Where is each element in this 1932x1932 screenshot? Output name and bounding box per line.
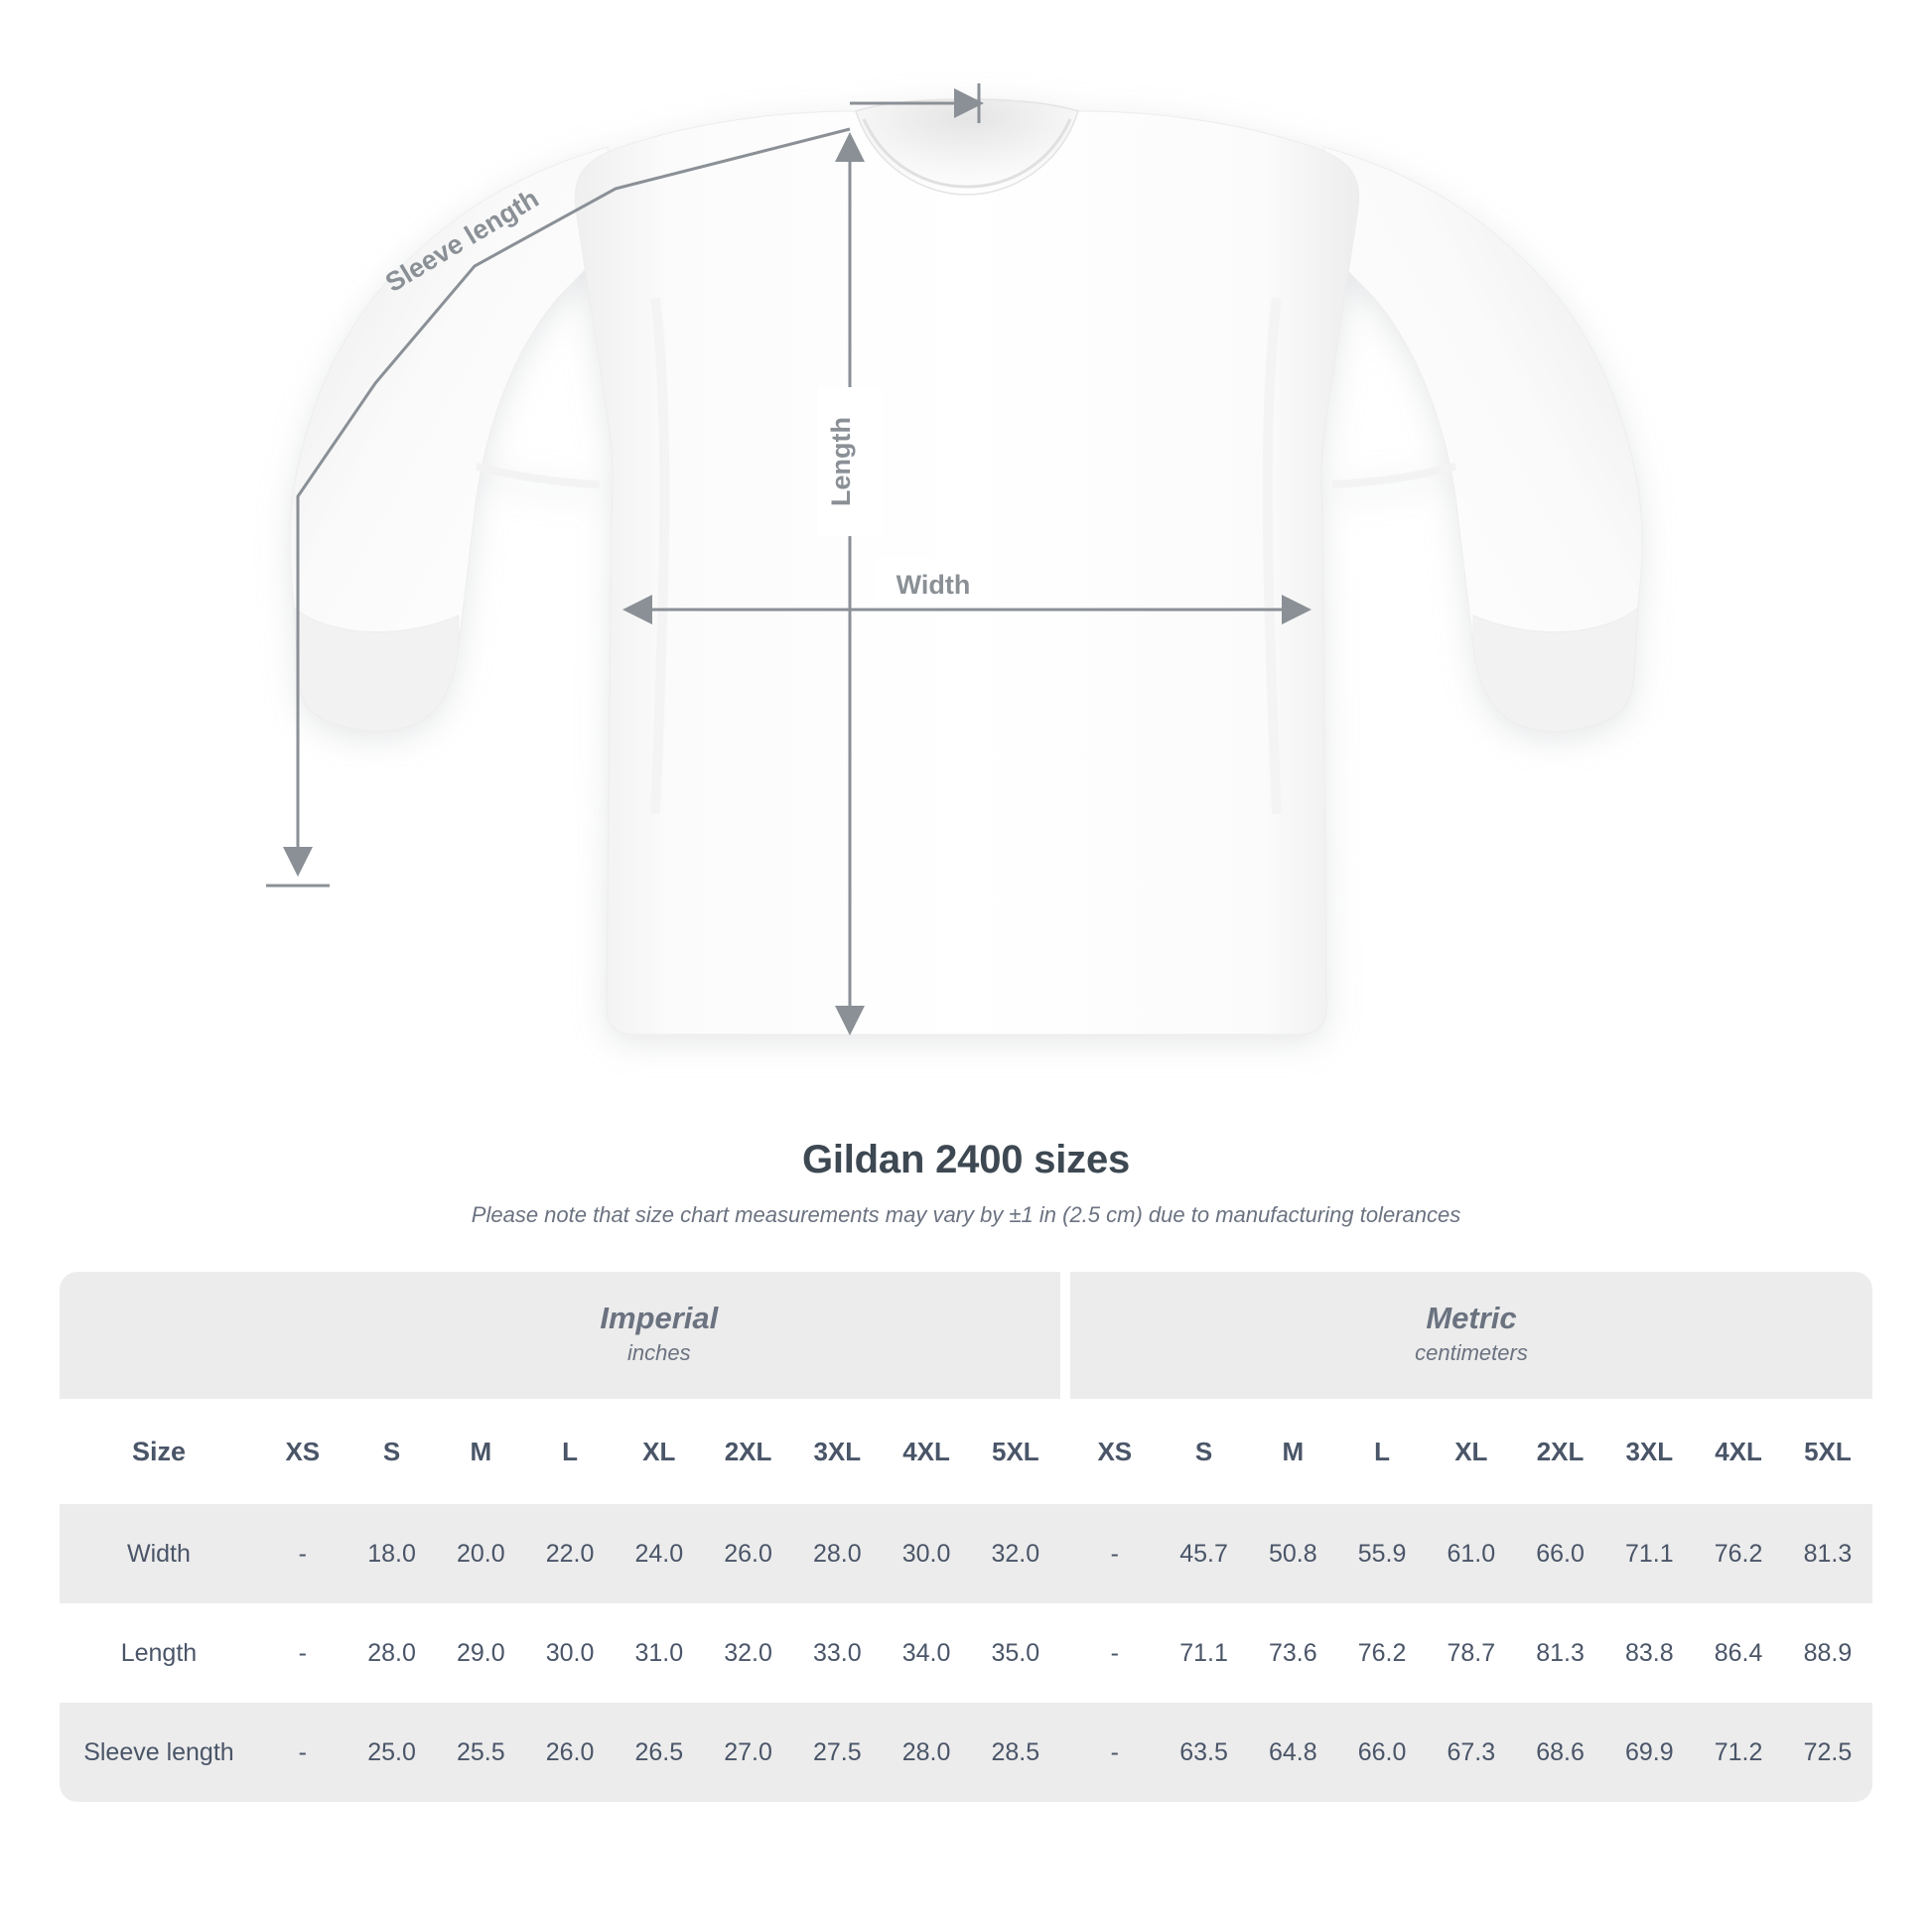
cell-length-imperial-l: 30.0 xyxy=(525,1603,615,1703)
col-header-imperial-xs: XS xyxy=(258,1399,347,1504)
cell-sleeve-imperial-xl: 26.5 xyxy=(615,1703,704,1802)
cell-width-metric-5xl: 81.3 xyxy=(1783,1504,1872,1603)
cell-sleeve-imperial-s: 25.0 xyxy=(347,1703,437,1802)
cell-sleeve-imperial-xs: - xyxy=(258,1703,347,1802)
cell-width-imperial-xl: 24.0 xyxy=(615,1504,704,1603)
cell-sleeve-metric-m: 64.8 xyxy=(1248,1703,1337,1802)
cell-length-imperial-m: 29.0 xyxy=(436,1603,525,1703)
cell-length-imperial-xl: 31.0 xyxy=(615,1603,704,1703)
cell-length-metric-xl: 78.7 xyxy=(1427,1603,1516,1703)
title-block xyxy=(0,1138,1932,1228)
row-label-width: Width xyxy=(60,1504,258,1603)
cell-sleeve-imperial-l: 26.0 xyxy=(525,1703,615,1802)
imperial-unit-header xyxy=(258,1272,1060,1399)
cell-sleeve-metric-l: 66.0 xyxy=(1337,1703,1427,1802)
cell-length-imperial-s: 28.0 xyxy=(347,1603,437,1703)
table-row-width xyxy=(60,1504,1872,1603)
cell-width-imperial-l: 22.0 xyxy=(525,1504,615,1603)
header-divider xyxy=(1060,1399,1070,1504)
cell-length-imperial-5xl: 35.0 xyxy=(971,1603,1060,1703)
row-label-sleeve-length: Sleeve length xyxy=(60,1703,258,1802)
cell-width-metric-xs: - xyxy=(1070,1504,1160,1603)
size-table-wrapper xyxy=(60,1272,1872,1802)
cell-length-metric-3xl: 83.8 xyxy=(1604,1603,1694,1703)
col-header-imperial-2xl: 2XL xyxy=(704,1399,793,1504)
page-title: Gildan 2400 sizes xyxy=(801,1138,1131,1181)
cell-width-imperial-xs: - xyxy=(258,1504,347,1603)
metric-unit-name: Metric xyxy=(1426,1300,1517,1335)
col-header-metric-s: S xyxy=(1160,1399,1249,1504)
col-header-metric-xs: XS xyxy=(1070,1399,1160,1504)
col-header-imperial-5xl: 5XL xyxy=(971,1399,1060,1504)
cell-sleeve-metric-s: 63.5 xyxy=(1160,1703,1249,1802)
col-header-metric-xl: XL xyxy=(1427,1399,1516,1504)
cell-length-imperial-2xl: 32.0 xyxy=(704,1603,793,1703)
col-header-imperial-m: M xyxy=(436,1399,525,1504)
cell-sleeve-imperial-5xl: 28.5 xyxy=(971,1703,1060,1802)
cell-sleeve-metric-2xl: 68.6 xyxy=(1516,1703,1605,1802)
row-divider-sleeve xyxy=(1060,1703,1070,1802)
cell-width-imperial-5xl: 32.0 xyxy=(971,1504,1060,1603)
cell-length-imperial-4xl: 34.0 xyxy=(882,1603,971,1703)
sleeve-length-label: Sleeve length xyxy=(380,183,544,298)
unit-corner-cell xyxy=(60,1272,258,1399)
cell-length-metric-2xl: 81.3 xyxy=(1516,1603,1605,1703)
cell-width-metric-2xl: 66.0 xyxy=(1516,1504,1605,1603)
cell-width-metric-s: 45.7 xyxy=(1160,1504,1249,1603)
cell-width-metric-xl: 61.0 xyxy=(1427,1504,1516,1603)
size-table xyxy=(60,1272,1872,1802)
col-header-imperial-4xl: 4XL xyxy=(882,1399,971,1504)
cell-width-imperial-2xl: 26.0 xyxy=(704,1504,793,1603)
cell-width-imperial-m: 20.0 xyxy=(436,1504,525,1603)
col-header-imperial-3xl: 3XL xyxy=(792,1399,882,1504)
cell-sleeve-metric-5xl: 72.5 xyxy=(1783,1703,1872,1802)
cell-sleeve-imperial-m: 25.5 xyxy=(436,1703,525,1802)
col-header-metric-m: M xyxy=(1248,1399,1337,1504)
cell-length-imperial-3xl: 33.0 xyxy=(792,1603,882,1703)
col-header-metric-2xl: 2XL xyxy=(1516,1399,1605,1504)
width-label: Width xyxy=(896,570,971,600)
col-header-imperial-s: S xyxy=(347,1399,437,1504)
col-header-metric-l: L xyxy=(1337,1399,1427,1504)
col-header-metric-3xl: 3XL xyxy=(1604,1399,1694,1504)
cell-length-metric-5xl: 88.9 xyxy=(1783,1603,1872,1703)
unit-divider xyxy=(1060,1272,1070,1399)
cell-sleeve-imperial-3xl: 27.5 xyxy=(792,1703,882,1802)
row-divider-length xyxy=(1060,1603,1070,1703)
cell-length-metric-4xl: 86.4 xyxy=(1694,1603,1783,1703)
row-label-length: Length xyxy=(60,1603,258,1703)
cell-sleeve-metric-xl: 67.3 xyxy=(1427,1703,1516,1802)
cell-width-metric-l: 55.9 xyxy=(1337,1504,1427,1603)
unit-header-row xyxy=(60,1272,1872,1399)
cell-sleeve-metric-3xl: 69.9 xyxy=(1604,1703,1694,1802)
cell-sleeve-metric-xs: - xyxy=(1070,1703,1160,1802)
cell-length-metric-xs: - xyxy=(1070,1603,1160,1703)
cell-sleeve-metric-4xl: 71.2 xyxy=(1694,1703,1783,1802)
col-header-imperial-xl: XL xyxy=(615,1399,704,1504)
length-label: Length xyxy=(826,417,856,506)
imperial-unit-sub: inches xyxy=(627,1340,691,1366)
size-header-label: Size xyxy=(60,1399,258,1504)
cell-width-imperial-4xl: 30.0 xyxy=(882,1504,971,1603)
cell-width-imperial-3xl: 28.0 xyxy=(792,1504,882,1603)
imperial-unit-name: Imperial xyxy=(600,1300,719,1335)
col-header-metric-4xl: 4XL xyxy=(1694,1399,1783,1504)
cell-width-metric-m: 50.8 xyxy=(1248,1504,1337,1603)
cell-width-imperial-s: 18.0 xyxy=(347,1504,437,1603)
table-row-length xyxy=(60,1603,1872,1703)
cell-length-metric-m: 73.6 xyxy=(1248,1603,1337,1703)
size-header-row xyxy=(60,1399,1872,1504)
col-header-imperial-l: L xyxy=(525,1399,615,1504)
row-divider-width xyxy=(1060,1504,1070,1603)
cell-width-metric-4xl: 76.2 xyxy=(1694,1504,1783,1603)
cell-length-metric-s: 71.1 xyxy=(1160,1603,1249,1703)
metric-unit-sub: centimeters xyxy=(1415,1340,1528,1366)
cell-width-metric-3xl: 71.1 xyxy=(1604,1504,1694,1603)
cell-sleeve-imperial-4xl: 28.0 xyxy=(882,1703,971,1802)
cell-length-metric-l: 76.2 xyxy=(1337,1603,1427,1703)
metric-unit-header xyxy=(1070,1272,1872,1399)
cell-length-imperial-xs: - xyxy=(258,1603,347,1703)
col-header-metric-5xl: 5XL xyxy=(1783,1399,1872,1504)
measurement-note: Please note that size chart measurements may vary by ±1 in (2.5 cm) due to manufacturing tolerances xyxy=(471,1202,1461,1227)
table-row-sleeve-length xyxy=(60,1703,1872,1802)
cell-sleeve-imperial-2xl: 27.0 xyxy=(704,1703,793,1802)
